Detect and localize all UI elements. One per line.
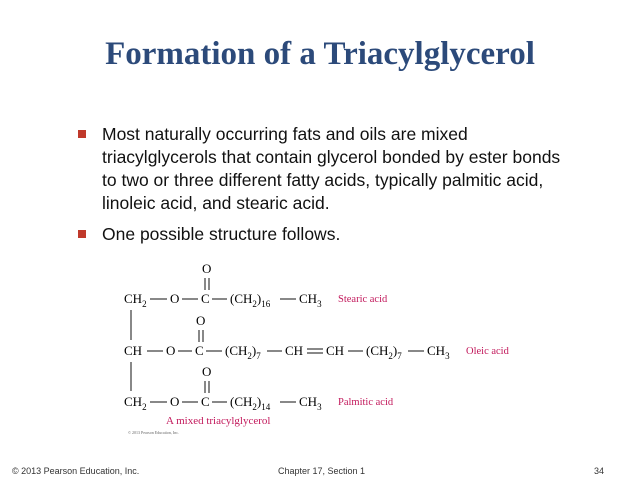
svg-text:C: C: [195, 343, 204, 358]
svg-text:(CH2)7: $(CH_2)_7$: [366, 343, 402, 361]
footer-copyright: © 2013 Pearson Education, Inc.: [12, 466, 140, 476]
svg-text:C: C: [201, 291, 210, 306]
carbonyl-oxygen-1: O: [202, 261, 212, 276]
glycerol-ch2-bottom: $CH_2$: [124, 394, 147, 412]
footer-chapter: Chapter 17, Section 1: [278, 466, 366, 476]
svg-text:O: O: [170, 291, 180, 306]
bullet-text: One possible structure follows.: [102, 224, 341, 244]
bullet-marker-icon: [78, 130, 86, 138]
bullet-item: [78, 123, 578, 215]
glycerol-ch-middle: CH: [124, 343, 143, 358]
bullet-list: [78, 123, 578, 254]
footer-page-number: 34: [594, 466, 605, 476]
svg-text:CH3: $CH_3$: [299, 394, 322, 412]
bullet-marker-icon: [78, 230, 86, 238]
structure-copyright: © 2013 Pearson Education, Inc.: [128, 430, 180, 435]
structure-caption: A mixed triacylglycerol: [166, 415, 271, 427]
bullet-item: [78, 223, 578, 246]
triacylglycerol-structure: [120, 258, 540, 438]
svg-text:CH3: $CH_3$: [427, 343, 450, 361]
svg-text:CH: CH: [285, 343, 304, 358]
svg-text:O: O: [170, 394, 180, 409]
stearic-chain: $(CH_2)_{16}$: [230, 291, 271, 309]
svg-text:CH: CH: [326, 343, 345, 358]
glycerol-ch2-top: $CH_2$: [124, 291, 147, 309]
slide-title: Formation of a Triacylglycerol: [105, 36, 535, 72]
oleic-label: Oleic acid: [466, 346, 509, 357]
svg-text:(CH2)7: $(CH_2)_7$: [225, 343, 261, 361]
stearic-label: Stearic acid: [338, 294, 388, 305]
svg-text:C: C: [201, 394, 210, 409]
carbonyl-oxygen-2: O: [196, 313, 206, 328]
palmitic-chain: $(CH_2)_{14}$: [230, 394, 271, 412]
palmitic-label: Palmitic acid: [338, 397, 394, 408]
svg-text:CH3: $CH_3$: [299, 291, 322, 309]
bullet-text: Most naturally occurring fats and oils are mixed triacylglycerols that contain glycerol bonded by ester bonds to two or three different fatty acids, typically palmitic acid, linoleic acid, and stearic acid.: [102, 124, 561, 213]
svg-text:O: O: [166, 343, 176, 358]
carbonyl-oxygen-3: O: [202, 364, 212, 379]
